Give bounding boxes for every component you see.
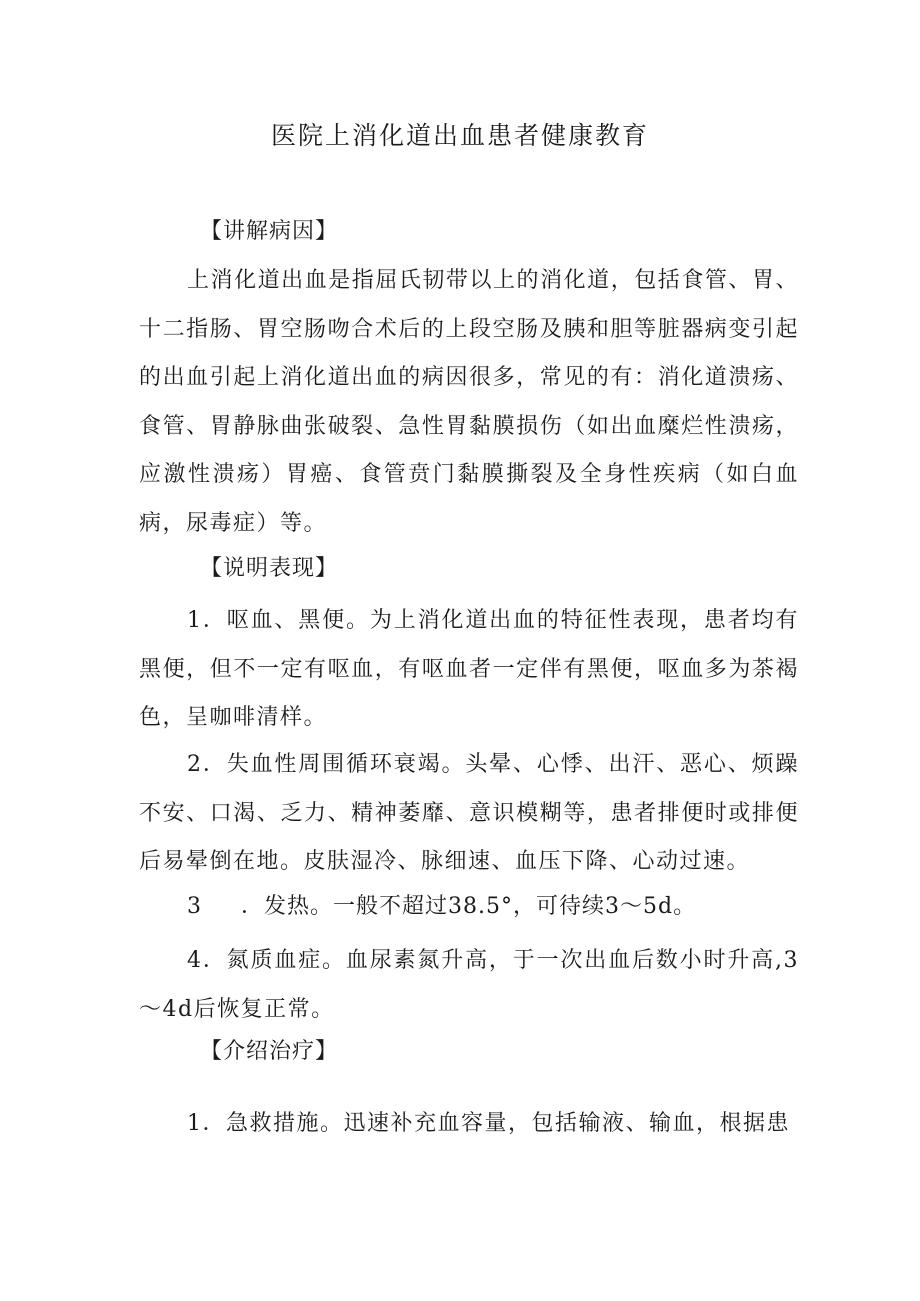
paragraph-item-4: 4．氮质血症。血尿素氮升高，于一次出血后数小时升高,3～4d后恢复正常。 [139,948,799,1022]
item-3-number: 3 [187,894,202,919]
paragraph-item-1: 1．呕血、黑便。为上消化道出血的特征性表现，患者均有黑便，但不一定有呕血，有呕血者一定伴有黑便，呕血多为茶褐色，呈咖啡清样。 [139,608,799,730]
page-title: 医院上消化道出血患者健康教育 [270,121,649,150]
paragraph-treatment-1: 1．急救措施。迅速补充血容量，包括输液、输血，根据患 [187,1111,790,1136]
paragraph-item-2: 2．失血性周围循环衰竭。头晕、心悸、出汗、恶心、烦躁不安、口渴、乏力、精神萎靡、意识模糊等，患者排便时或排便后易晕倒在地。皮肤湿冷、脉细速、血压下降、心动过速。 [139,752,799,874]
section-heading-cause: 【讲解病因】 [200,219,339,244]
item-3-text: ．发热。一般不超过38.5°，可待续3～5d。 [241,894,697,919]
section-heading-symptoms: 【说明表现】 [200,556,339,581]
paragraph-cause: 上消化道出血是指屈氏韧带以上的消化道，包括食管、胃、十二指肠、胃空肠吻合术后的上段空肠及胰和胆等脏器病变引起的出血引起上消化道出血的病因很多，常见的有：消化道溃疡、食管、胃静脉曲张破裂、急性胃黏膜损伤（如出血糜烂性溃疡，应激性溃疡）胃癌、食管贲门黏膜撕裂及全身性疾病（如白血病，尿毒症）等。 [139,268,799,536]
section-heading-treatment: 【介绍治疗】 [200,1039,339,1064]
paragraph-item-3 [187,889,696,925]
